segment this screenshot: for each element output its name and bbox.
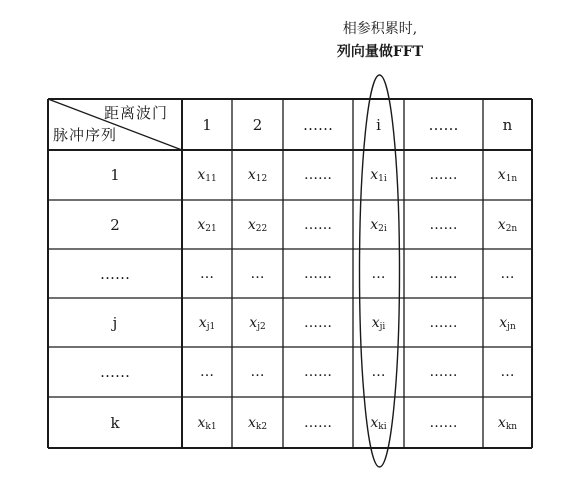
column-header: i <box>376 115 381 134</box>
matrix-cell <box>283 200 353 249</box>
cell-symbol: …… <box>304 314 332 331</box>
matrix-cell <box>182 150 232 200</box>
cell-subscript: 11 <box>205 174 217 184</box>
matrix-cell <box>353 200 404 249</box>
cell-symbol: …… <box>429 216 458 233</box>
row-label: 2 <box>110 215 120 234</box>
matrix-cell <box>232 397 283 448</box>
annotation-line2: 列向量做FFT <box>336 44 424 60</box>
cell-symbol: …… <box>429 265 458 282</box>
matrix-cell <box>483 150 532 200</box>
matrix-cell <box>182 298 232 347</box>
cell-subscript: ki <box>378 421 387 432</box>
cell-symbol: … <box>250 265 265 282</box>
matrix-cell <box>283 397 353 448</box>
matrix-cell <box>283 347 353 397</box>
cell-subscript: ji <box>379 321 386 332</box>
cell-symbol: …… <box>304 364 332 380</box>
matrix-cell <box>483 298 532 347</box>
matrix-cell <box>404 397 483 448</box>
matrix-cell <box>283 249 353 298</box>
matrix-cell <box>353 298 404 347</box>
matrix-cell <box>483 249 532 298</box>
cell-symbol: x <box>197 414 206 431</box>
cell-symbol: …… <box>429 167 458 183</box>
row-label: …… <box>100 264 130 283</box>
cell-symbol: …… <box>304 265 332 282</box>
cell-symbol: … <box>250 364 265 380</box>
column-header: 2 <box>252 115 263 134</box>
corner-header-range-gate: 距离波门 <box>104 104 169 122</box>
column-header: …… <box>303 115 333 134</box>
cell-symbol: x <box>497 167 506 183</box>
cell-symbol: …… <box>304 167 332 183</box>
cell-subscript: 2n <box>505 223 518 234</box>
cell-symbol: x <box>370 216 379 233</box>
cell-symbol: x <box>499 314 508 331</box>
cell-subscript: k1 <box>205 421 217 432</box>
cell-symbol: …… <box>304 414 332 431</box>
cell-symbol: x <box>497 414 506 431</box>
cell-subscript: 12 <box>255 174 268 184</box>
matrix-cell <box>182 249 232 298</box>
matrix-cell <box>232 298 283 347</box>
cell-symbol: x <box>247 167 256 183</box>
column-header: n <box>502 115 513 134</box>
matrix-cell <box>283 150 353 200</box>
cell-subscript: 21 <box>205 223 217 234</box>
column-header: 1 <box>202 115 212 134</box>
matrix-cell <box>483 200 532 249</box>
matrix-cell <box>232 249 283 298</box>
matrix-cell <box>404 249 483 298</box>
cell-symbol: …… <box>429 364 458 380</box>
matrix-cell <box>182 347 232 397</box>
cell-subscript: 1i <box>378 174 387 184</box>
cell-subscript: 2i <box>378 223 387 234</box>
cell-subscript: 1n <box>505 174 518 184</box>
row-label: k <box>110 413 120 432</box>
matrix-cell <box>353 397 404 448</box>
cell-symbol: … <box>371 364 386 380</box>
matrix-cell <box>353 347 404 397</box>
matrix-cell <box>232 150 283 200</box>
cell-symbol: … <box>371 265 386 282</box>
cell-symbol: x <box>497 216 506 233</box>
cell-subscript: j1 <box>206 321 216 332</box>
cell-symbol: x <box>198 314 207 331</box>
cell-subscript: kn <box>505 421 518 432</box>
matrix-cell <box>404 298 483 347</box>
cell-symbol: x <box>197 167 206 183</box>
cell-symbol: … <box>500 364 515 380</box>
matrix-cell <box>404 347 483 397</box>
matrix-cell <box>182 397 232 448</box>
cell-subscript: j2 <box>257 321 266 332</box>
row-label: 1 <box>110 166 120 184</box>
matrix-cell <box>353 249 404 298</box>
matrix-cell <box>404 200 483 249</box>
column-header: …… <box>428 115 459 134</box>
cell-symbol: … <box>200 265 214 282</box>
matrix-cell <box>404 150 483 200</box>
cell-symbol: x <box>371 314 380 331</box>
matrix-cell <box>182 200 232 249</box>
cell-symbol: …… <box>304 216 332 233</box>
matrix-cell <box>232 200 283 249</box>
cell-symbol: x <box>247 216 256 233</box>
cell-symbol: …… <box>429 414 458 431</box>
matrix-cell <box>483 347 532 397</box>
cell-symbol: x <box>370 167 379 183</box>
cell-subscript: k2 <box>255 421 268 432</box>
corner-header-pulse-sequence: 脉冲序列 <box>53 126 118 144</box>
cell-subscript: 22 <box>255 223 268 234</box>
cell-symbol: … <box>500 265 515 282</box>
cell-symbol: x <box>197 216 206 233</box>
cell-symbol: x <box>370 414 379 431</box>
cell-symbol: x <box>249 314 258 331</box>
matrix-cell <box>353 150 404 200</box>
cell-symbol: …… <box>429 314 458 331</box>
cell-subscript: jn <box>507 321 516 332</box>
row-label: …… <box>100 363 130 381</box>
matrix-cell <box>483 397 532 448</box>
row-label: j <box>112 313 118 332</box>
cell-symbol: … <box>200 364 214 380</box>
matrix-cell <box>283 298 353 347</box>
cell-symbol: x <box>247 414 256 431</box>
matrix-cell <box>232 347 283 397</box>
annotation-line1: 相参积累时, <box>342 21 418 37</box>
